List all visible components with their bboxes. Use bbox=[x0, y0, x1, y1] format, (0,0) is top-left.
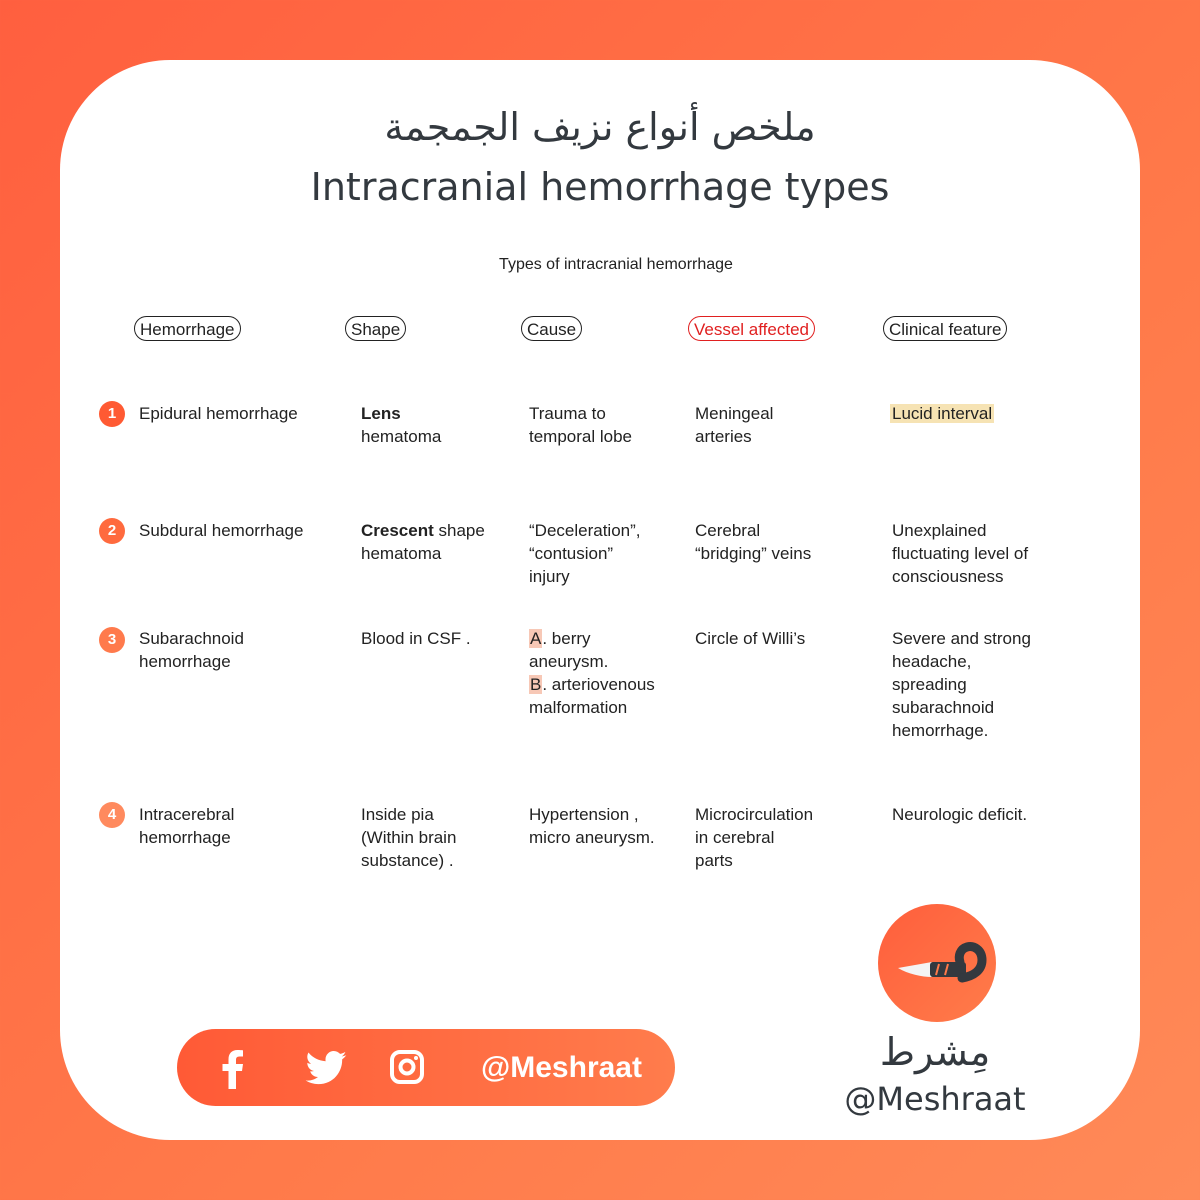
shape-keyword: Crescent bbox=[361, 521, 434, 540]
header-vessel-affected: Vessel affected bbox=[688, 316, 815, 341]
cell-clinical: Severe and strong headache, spreading subarachnoid hemorrhage. bbox=[892, 629, 1031, 740]
row-number-badge: 4 bbox=[99, 802, 125, 828]
cell-hemorrhage: Subdural hemorrhage bbox=[139, 521, 304, 540]
row-number-badge: 1 bbox=[99, 401, 125, 427]
title-arabic: ملخص أنواع نزيف الجمجمة bbox=[384, 105, 816, 149]
cause-marker-b: B bbox=[530, 675, 542, 694]
cell-cause: Hypertension , micro aneurysm. bbox=[529, 805, 655, 847]
cause-marker-a: A bbox=[530, 629, 542, 648]
cell-shape bbox=[361, 402, 441, 448]
cell-clinical: Neurologic deficit. bbox=[892, 805, 1028, 824]
scalpel-icon bbox=[878, 904, 996, 1022]
title-english: Intracranial hemorrhage types bbox=[310, 165, 890, 209]
cell-vessel: Meningeal arteries bbox=[695, 404, 774, 446]
cell-shape bbox=[361, 519, 485, 565]
cell-cause: Trauma to temporal lobe bbox=[529, 404, 633, 446]
cell-hemorrhage: Subarachnoid hemorrhage bbox=[139, 629, 244, 671]
header-shape: Shape bbox=[345, 316, 406, 341]
cell-cause bbox=[529, 627, 655, 719]
cell-vessel: Circle of Willi’s bbox=[695, 629, 806, 648]
header-hemorrhage: Hemorrhage bbox=[134, 316, 241, 341]
social-bar bbox=[177, 1029, 675, 1106]
cell-shape: Inside pia (Within brain substance) . bbox=[361, 805, 457, 870]
cell-cause: “Deceleration”, “contusion” injury bbox=[529, 521, 641, 586]
facebook-icon[interactable] bbox=[219, 1049, 245, 1094]
header-cause: Cause bbox=[521, 316, 582, 341]
shape-rest: shape hematoma bbox=[361, 521, 485, 563]
cause-b-text: . arteriovenous malformation bbox=[529, 675, 655, 717]
row-number-badge: 2 bbox=[99, 518, 125, 544]
cell-clinical bbox=[890, 402, 994, 425]
brand-logo bbox=[878, 904, 996, 1022]
twitter-icon[interactable] bbox=[305, 1051, 347, 1090]
cause-a-text: . berry aneurysm. bbox=[529, 629, 609, 671]
cell-vessel: Cerebral “bridging” veins bbox=[695, 521, 812, 563]
cell-shape: Blood in CSF . bbox=[361, 629, 471, 648]
shape-keyword: Lens bbox=[361, 404, 401, 423]
header-clinical-feature: Clinical feature bbox=[883, 316, 1007, 341]
social-handle[interactable]: @Meshraat bbox=[481, 1051, 642, 1084]
cell-clinical: Unexplained fluctuating level of consciousness bbox=[892, 521, 1029, 586]
shape-rest: hematoma bbox=[361, 427, 442, 446]
row-number-badge: 3 bbox=[99, 627, 125, 653]
instagram-icon[interactable] bbox=[390, 1050, 424, 1089]
table-subtitle: Types of intracranial hemorrhage bbox=[499, 256, 733, 273]
cell-hemorrhage: Intracerebral hemorrhage bbox=[139, 805, 235, 847]
cell-hemorrhage: Epidural hemorrhage bbox=[139, 404, 298, 423]
cell-vessel: Microcirculation in cerebral parts bbox=[695, 805, 814, 870]
brand-handle: @Meshraat bbox=[844, 1080, 1026, 1118]
highlighted-text: Lucid interval bbox=[892, 404, 993, 423]
brand-name-arabic: مِشرط bbox=[879, 1030, 991, 1074]
